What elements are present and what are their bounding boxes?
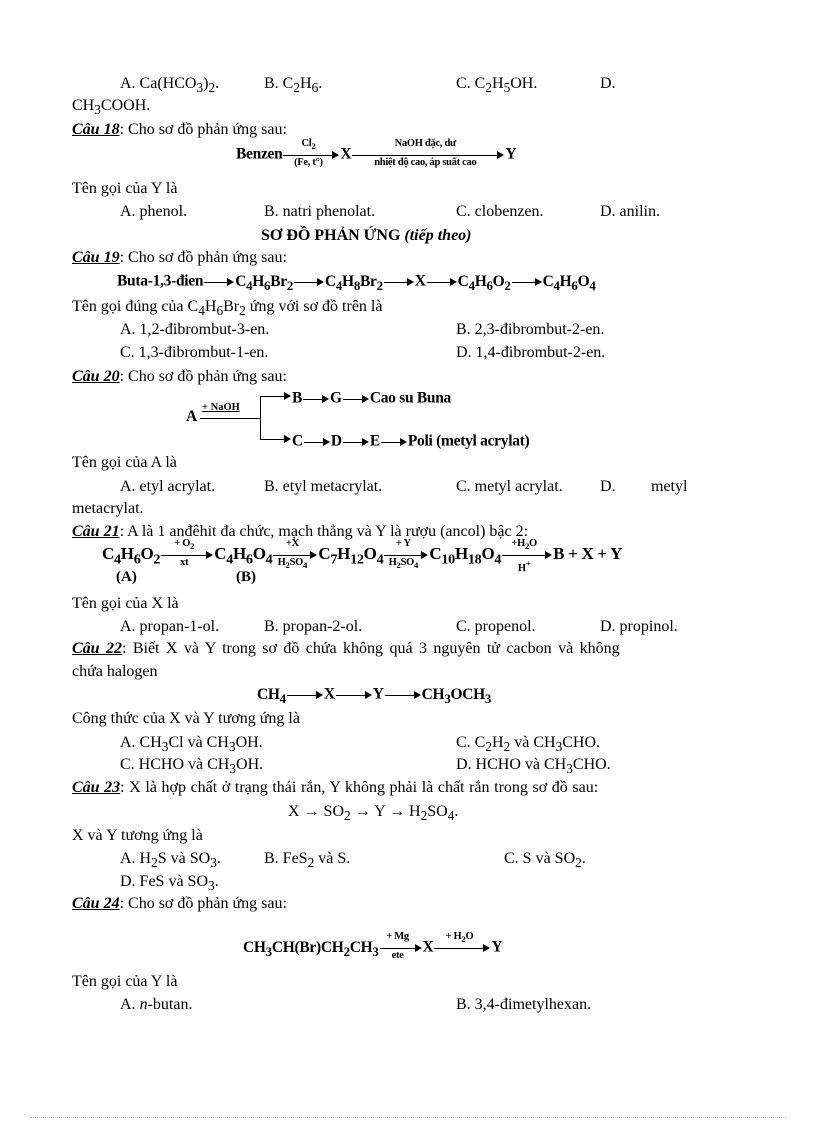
q24-reactant: $CH_3CH(Br)CH_2CH_3$	[243, 938, 379, 959]
q20-a: A	[186, 408, 197, 425]
q23-option-b: B. FeS$_2$ và S.	[264, 850, 351, 871]
q23-stem: Câu 23: X là hợp chất ở trạng thái rắn, Y không phải là chất rắn trong sơ đồ sau:	[72, 779, 599, 796]
q22-option-c: C. HCHO và $CH_3OH$.	[120, 756, 264, 777]
q20-option-d-wrap: metacrylat.	[72, 500, 144, 517]
q20-top-arrow-0	[303, 386, 329, 412]
q17-option-a: A. $Ca(HCO_3)_2$.	[120, 75, 220, 96]
q22-stem: Câu 22: Biết X và Y trong sơ đồ chứa không quá 3 nguyên tử cacbon và không	[72, 640, 620, 657]
q20-bottom-0: C	[292, 432, 303, 450]
q21-label-a: (A)	[116, 569, 137, 585]
q24-ask: Tên gọi của Y là	[72, 973, 178, 990]
q20-option-d: D.	[600, 478, 616, 495]
q22-arrow-0	[287, 682, 323, 708]
q24-arrow-1: + Mg ete	[380, 935, 422, 961]
q18-label: Câu 18	[72, 121, 120, 138]
q23-option-c: C. S và $SO_2$.	[504, 850, 586, 871]
q22-option-a: A. $CH_3Cl$ và $CH_3OH$.	[120, 734, 263, 755]
q19-option-b: B. 2,3-đibrombut-2-en.	[456, 321, 605, 338]
q18-option-c: C. clobenzen.	[456, 203, 544, 220]
q20-top-2: Cao su Buna	[369, 389, 451, 407]
q20-bottom-3: Poli (metyl acrylat)	[407, 432, 530, 450]
q24-option-b: B. 3,4-đimetylhexan.	[456, 996, 592, 1013]
q17-option-d-wrap: $CH_3COOH$.	[72, 97, 151, 118]
q19-arrow-4	[512, 269, 542, 295]
q18-option-d: D. anilin.	[600, 203, 660, 220]
q20-stem: Câu 20: Cho sơ đồ phản ứng sau:	[72, 368, 287, 385]
q19-options-row1	[0, 319, 816, 341]
q18-arrow-2: NaOH đặc, dư nhiệt độ cao, áp suất cao	[352, 142, 504, 168]
q22-option-b: C. $C_2H_2$ và $CH_3CHO$.	[456, 734, 601, 755]
q20-scheme	[0, 386, 816, 450]
q18-stem: Câu 18: Cho sơ đồ phản ứng sau:	[72, 121, 287, 138]
q20-bottom-1: D	[330, 432, 342, 450]
q22-scheme	[0, 681, 816, 707]
q22-arrow-2	[385, 682, 421, 708]
q18-option-a: A. phenol.	[120, 203, 188, 220]
q21-arrow-2: $\frac{+X}{H_2SO_4}$	[273, 542, 317, 568]
q20-ask: Tên gọi của A là	[72, 454, 177, 471]
q20-option-c: C. metyl acrylat.	[456, 478, 563, 495]
page-footer-rule	[30, 1117, 786, 1118]
q22-option-d: D. HCHO và $CH_3CHO$.	[456, 756, 611, 777]
q21-arrow-3: $\frac{+ Y}{H_2SO_4}$	[384, 542, 428, 568]
q18-option-b: B. natri phenolat.	[264, 203, 376, 220]
q19-option-a: A. 1,2-đibrombut-3-en.	[120, 321, 270, 338]
q24-scheme	[0, 931, 816, 962]
q22-species-2: Y	[372, 685, 384, 703]
q21-a: $C_4H_6O_2$	[102, 543, 161, 568]
q20-label: Câu 20	[72, 368, 120, 385]
q24-arrow-2: + $H_2O$	[434, 935, 490, 961]
q22-ask: Công thức của X và Y tương ứng là	[72, 710, 300, 727]
q19-species-0: Buta-1,3-đien	[117, 272, 204, 290]
q23-options-row1	[0, 848, 816, 870]
q21-label-b: (B)	[236, 569, 256, 585]
q23-option-d: D. FeS và $SO_3$.	[120, 873, 219, 894]
q18-y: Y	[505, 145, 517, 163]
q22-arrow-1	[336, 682, 372, 708]
q21-label: Câu 21	[72, 523, 120, 540]
q21-c7: $C_7H_{12}O_4$	[318, 543, 384, 568]
q20-reagent: + NaOH	[202, 402, 240, 413]
q19-species-1: $C_4H_6Br_2$	[235, 272, 293, 293]
q21-option-d: D. propinol.	[600, 618, 678, 635]
q17-option-b: B. $C_2H_6$.	[264, 75, 323, 96]
q22-stem-wrap: chứa halogen	[72, 663, 158, 680]
q20-option-a: A. etyl acrylat.	[120, 478, 216, 495]
q17-option-c: C. $C_2H_5OH$.	[456, 75, 538, 96]
q19-scheme	[0, 267, 816, 293]
q19-stem: Câu 19: Cho sơ đồ phản ứng sau:	[72, 249, 287, 266]
q19-arrow-0	[204, 269, 234, 295]
q17-option-d: D.	[600, 75, 616, 92]
q19-ask: Tên gọi đúng của $C_4H_6Br_2$ ứng với sơ đồ trên là	[72, 298, 383, 319]
q21-c10: $C_{10}H_{18}O_4$	[429, 543, 502, 568]
q22-species-3: $CH_3OCH_3$	[421, 685, 492, 706]
q19-arrow-2	[384, 269, 414, 295]
q19-label: Câu 19	[72, 249, 120, 266]
q19-species-4: $C_4H_6O_2$	[457, 272, 511, 293]
q21-ask: Tên gọi của X là	[72, 595, 179, 612]
q19-option-c: C. 1,3-đibrombut-1-en.	[120, 344, 269, 361]
q21-arrow-1: $\frac{+ O_2}{xt}$	[161, 542, 213, 568]
q19-arrow-3	[427, 269, 457, 295]
q17-options-row	[0, 73, 816, 95]
q18-arrow-1: $\frac{Cl_2}{(Fe, t^\circ)}$	[283, 142, 339, 168]
q21-products: B + X + Y	[553, 543, 623, 563]
q20-bottom-2: E	[369, 432, 380, 450]
q21-option-c: C. propenol.	[456, 618, 536, 635]
q23-ask: X và Y tương ứng là	[72, 827, 203, 844]
q19-option-d: D. 1,4-đibrombut-2-en.	[456, 344, 606, 361]
q22-options-row2	[0, 754, 816, 776]
q21-scheme	[0, 538, 816, 590]
q22-label: Câu 22	[72, 640, 122, 657]
q20-top-arrow-1	[343, 386, 369, 412]
q22-species-1: X	[323, 685, 335, 703]
q22-species-0: $CH_4$	[257, 685, 286, 706]
q24-option-a: A. n-butan.	[120, 996, 193, 1013]
q24-y: Y	[491, 938, 503, 956]
q21-arrow-4: $\frac{+H_2O}{H^+}$	[502, 542, 552, 568]
q19-species-2: $C_4H_8Br_2$	[324, 272, 383, 293]
q21-option-b: B. propan-2-ol.	[264, 618, 363, 635]
q21-b: $C_4H_6O_4$	[214, 543, 273, 568]
q18-ask: Tên gọi của Y là	[72, 180, 178, 197]
q23-scheme: $X \to SO_2 \to Y \to H_2SO_4$.	[288, 803, 459, 824]
q20-option-b: B. etyl metacrylat.	[264, 478, 383, 495]
q20-top-1: G	[330, 389, 342, 407]
q24-options	[0, 994, 816, 1016]
q21-options	[0, 616, 816, 638]
q19-species-3: X	[414, 272, 426, 290]
q18-options	[0, 201, 816, 223]
q19-species-5: $C_4H_6O_4$	[542, 272, 596, 293]
q19-options-row2	[0, 342, 816, 364]
q20-top-0: B	[292, 389, 303, 407]
q21-stem: Câu 21: A là 1 anđêhit đa chức, mạch thẳng và Y là rượu (ancol) bậc 2:	[72, 523, 529, 540]
q21-option-a: A. propan-1-ol.	[120, 618, 220, 635]
q23-label: Câu 23	[72, 779, 121, 796]
q24-label: Câu 24	[72, 895, 120, 912]
q18-benzen: Benzen	[236, 145, 283, 163]
q23-option-a: A. $H_2S$ và $SO_3$.	[120, 850, 221, 871]
q18-scheme	[0, 140, 816, 172]
q18-x: X	[340, 145, 352, 163]
q24-stem: Câu 24: Cho sơ đồ phản ứng sau:	[72, 895, 287, 912]
q19-arrow-1	[294, 269, 324, 295]
q22-options-row1	[0, 732, 816, 754]
section-title: SƠ ĐỒ PHẢN ỨNG (tiếp theo)	[261, 227, 472, 244]
q20-options	[0, 476, 816, 498]
q20-option-d-word: metyl	[651, 478, 688, 495]
q23-options-row2	[0, 871, 816, 893]
q24-x: X	[422, 938, 434, 956]
